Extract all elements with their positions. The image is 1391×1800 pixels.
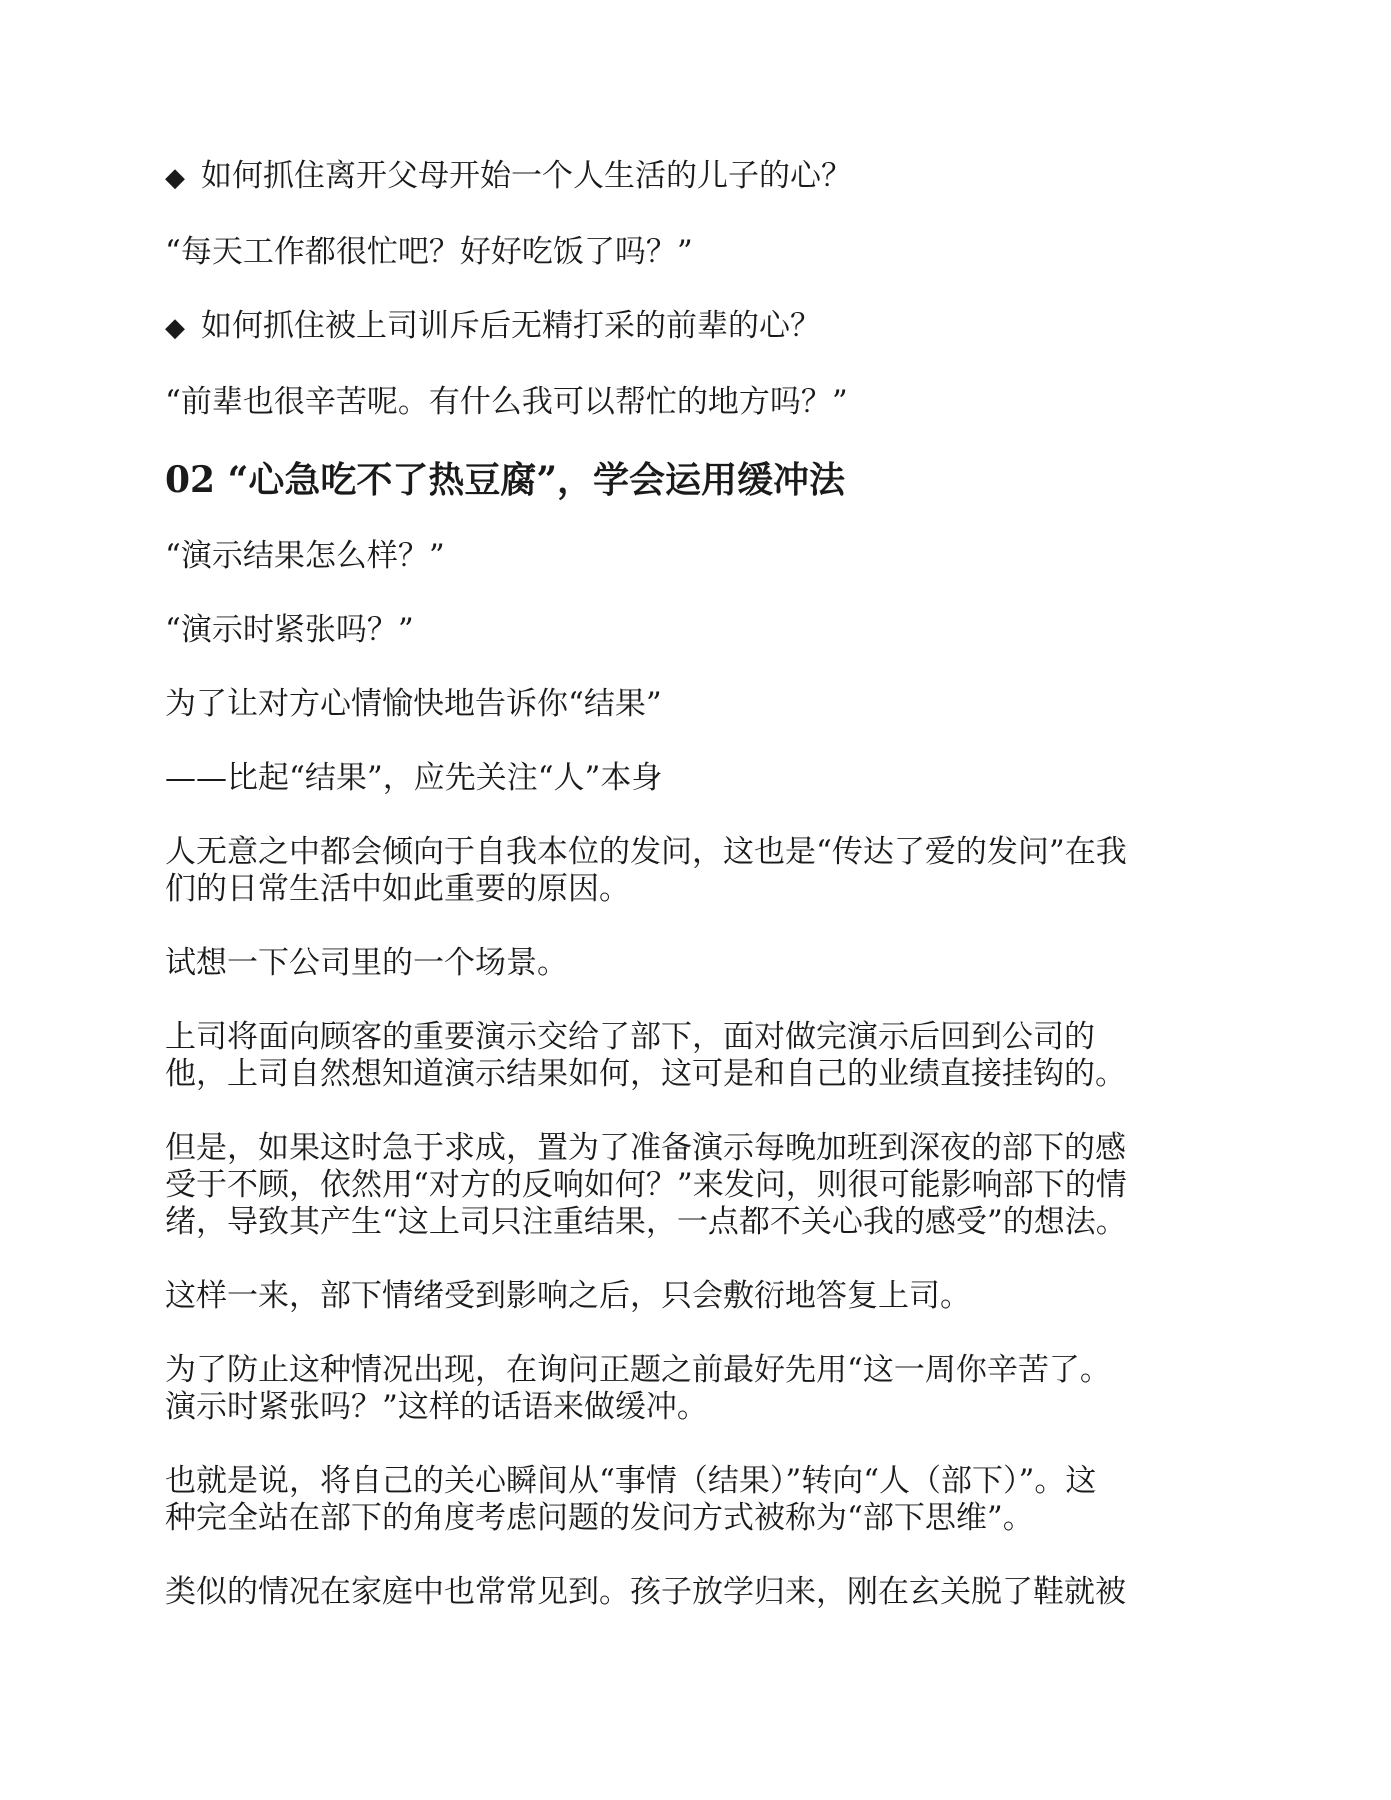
- bullet-question-2: [165, 308, 1225, 347]
- text-line: 上司将面向顾客的重要演示交给了部下，面对做完演示后回到公司的: [165, 1019, 1095, 1055]
- bullet-question-1: [165, 158, 1225, 197]
- quote-line-1: “演示结果怎么样？”: [165, 538, 445, 574]
- section-title: “心急吃不了热豆腐”，学会运用缓冲法: [215, 459, 846, 501]
- quote-line-2: “演示时紧张吗？”: [165, 612, 414, 648]
- question-text: 如何抓住离开父母开始一个人生活的儿子的心？: [201, 158, 852, 194]
- section-heading: [165, 458, 1225, 502]
- text-line: 演示时紧张吗？”这样的话语来做缓冲。: [165, 1389, 708, 1425]
- body-paragraph-7: [165, 1463, 1225, 1537]
- text-line: 人无意之中都会倾向于自我本位的发问，这也是“传达了爱的发问”在我: [165, 834, 1127, 870]
- body-paragraph-8: [165, 1574, 1225, 1611]
- dash-subtitle-line: ——比起“结果”，应先关注“人”本身: [165, 760, 663, 796]
- answer-quote-1: “每天工作都很忙吧？好好吃饭了吗？”: [165, 234, 693, 270]
- text-line: 也就是说，将自己的关心瞬间从“事情（结果）”转向“人（部下）”。这: [165, 1463, 1097, 1499]
- subtitle-line: 为了让对方心情愉快地告诉你“结果”: [165, 686, 662, 722]
- body-paragraph-6: [165, 1352, 1225, 1426]
- text-line: 试想一下公司里的一个场景。: [165, 945, 568, 981]
- body-paragraph-4: [165, 1130, 1225, 1241]
- body-paragraph-5: [165, 1278, 1225, 1315]
- document-page: [165, 158, 1225, 1648]
- body-paragraph-3: [165, 1019, 1225, 1093]
- text-line: 但是，如果这时急于求成，置为了准备演示每晚加班到深夜的部下的感: [165, 1130, 1126, 1166]
- diamond-bullet-icon: ◆: [165, 313, 185, 343]
- text-line: 种完全站在部下的角度考虑问题的发问方式被称为“部下思维”。: [165, 1500, 1034, 1536]
- text-line: 这样一来，部下情绪受到影响之后，只会敷衍地答复上司。: [165, 1278, 971, 1314]
- text-line: 们的日常生活中如此重要的原因。: [165, 871, 630, 907]
- body-paragraph-2: [165, 945, 1225, 982]
- question-text: 如何抓住被上司训斥后无精打采的前辈的心？: [201, 308, 821, 344]
- body-paragraph-1: [165, 834, 1225, 908]
- section-number: 02: [165, 459, 216, 501]
- diamond-bullet-icon: ◆: [165, 163, 185, 193]
- answer-quote-2: “前辈也很辛苦呢。有什么我可以帮忙的地方吗？”: [165, 384, 848, 420]
- text-line: 他，上司自然想知道演示结果如何，这可是和自己的业绩直接挂钩的。: [165, 1056, 1126, 1092]
- text-line: 受于不顾，依然用“对方的反响如何？”来发问，则很可能影响部下的情: [165, 1167, 1127, 1203]
- text-line: 绪，导致其产生“这上司只注重结果，一点都不关心我的感受”的想法。: [165, 1204, 1127, 1240]
- text-line: 为了防止这种情况出现，在询问正题之前最好先用“这一周你辛苦了。: [165, 1352, 1111, 1388]
- text-line: 类似的情况在家庭中也常常见到。孩子放学归来，刚在玄关脱了鞋就被: [165, 1574, 1126, 1610]
